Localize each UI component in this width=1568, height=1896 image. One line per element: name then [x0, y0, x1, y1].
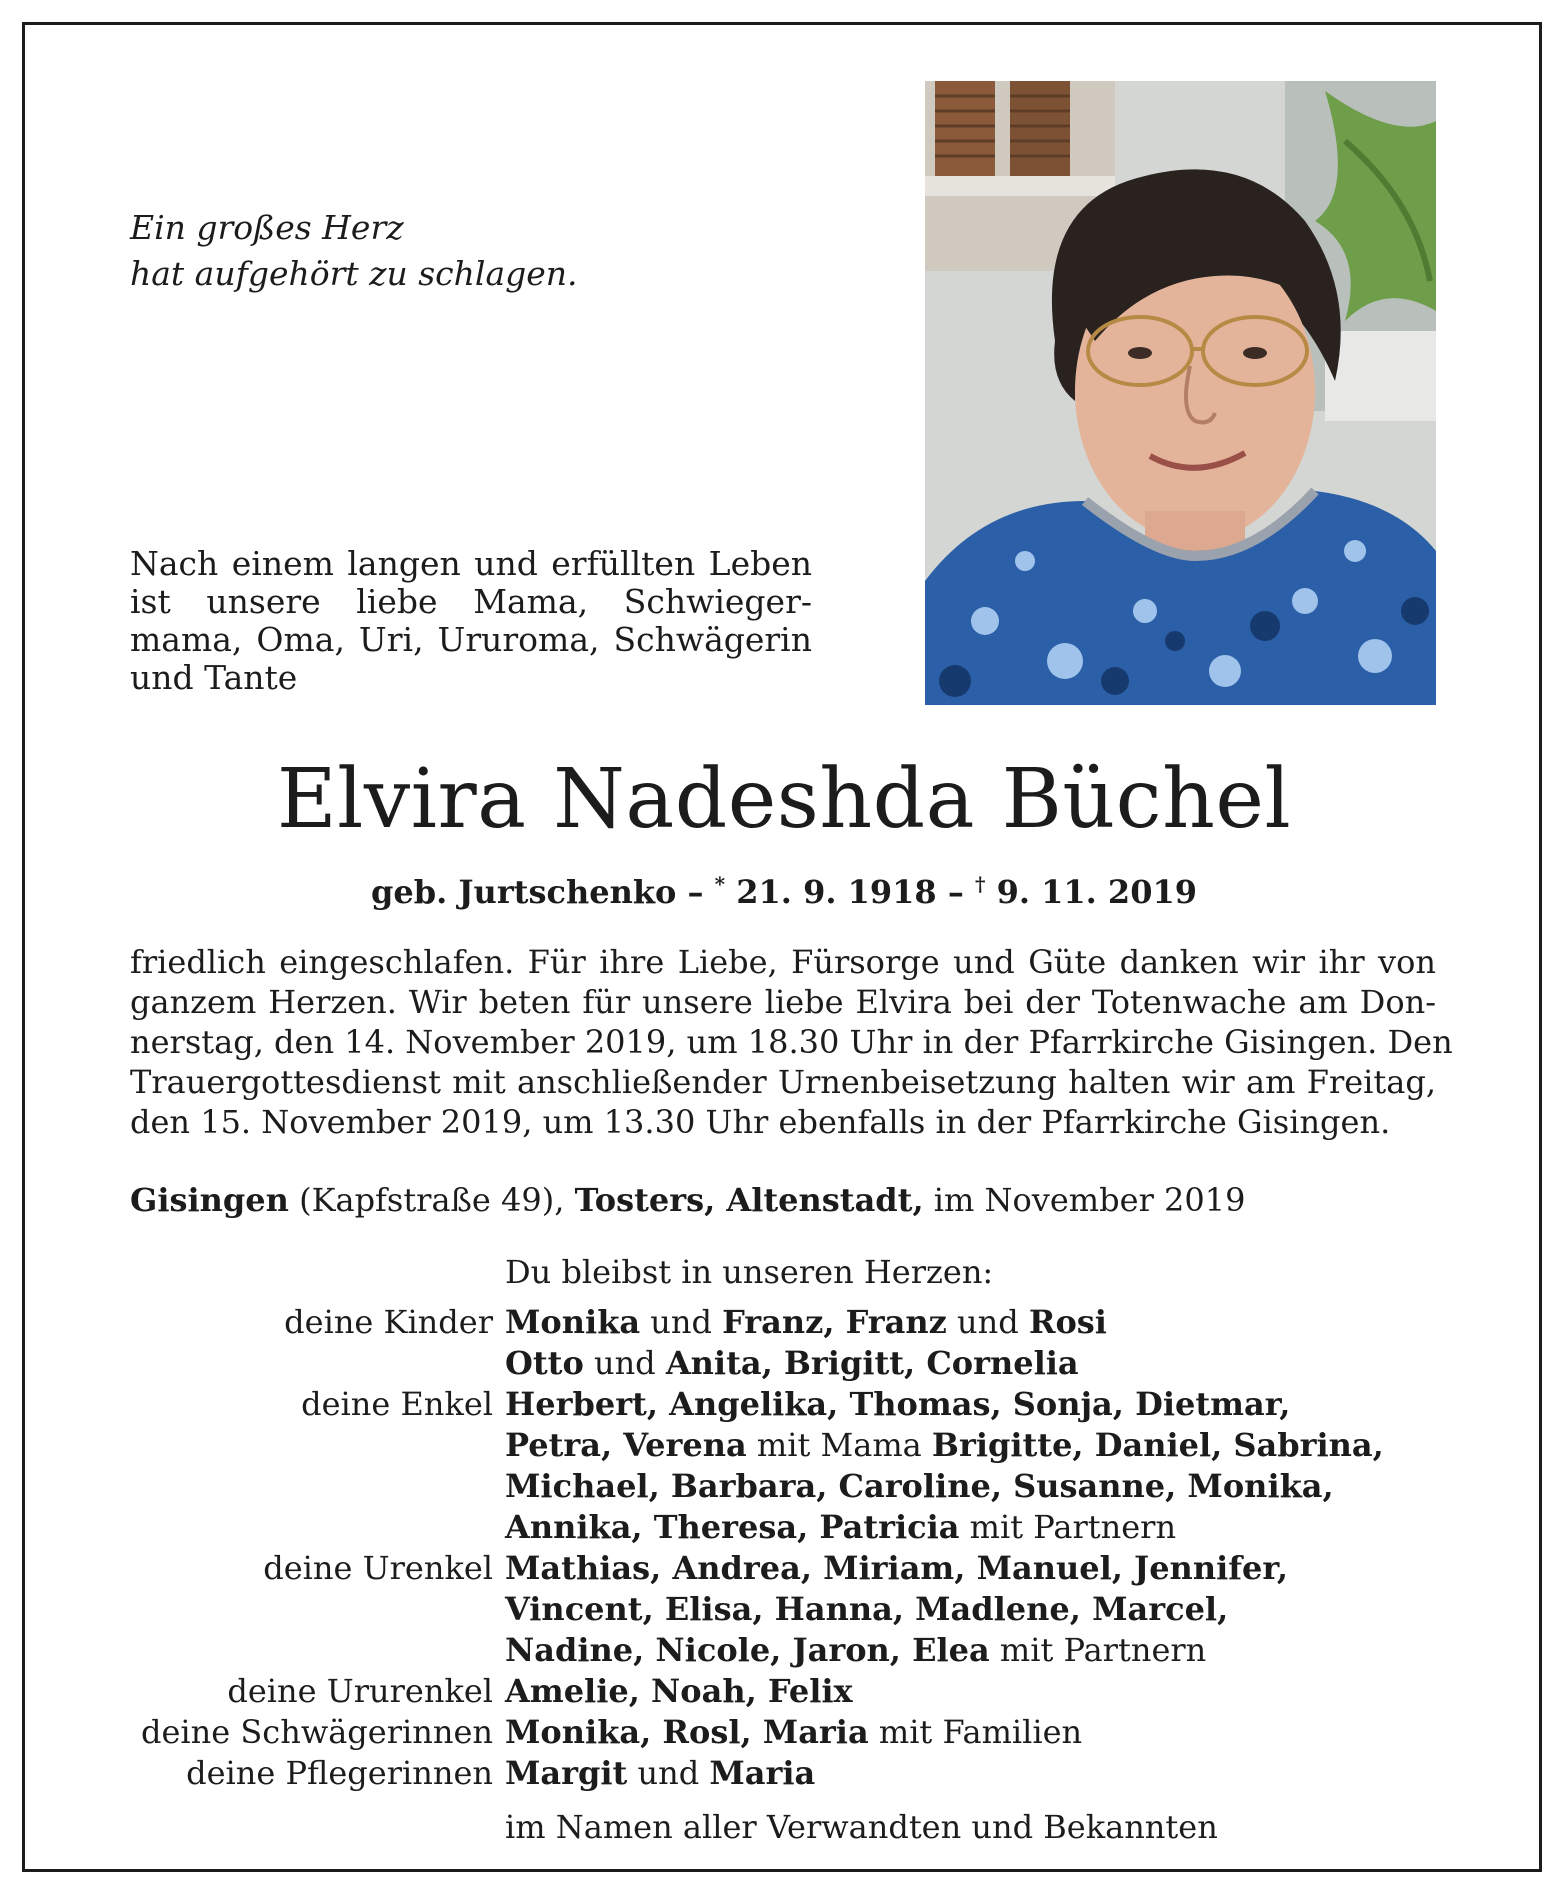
birth-symbol: *: [714, 872, 726, 896]
family-row: [0, 1467, 1540, 1508]
family-names: [505, 1508, 1176, 1546]
name-bold: Otto: [505, 1344, 584, 1382]
final-line: im Namen aller Verwandten und Bekannten: [505, 1808, 1218, 1846]
intro-text: [130, 545, 812, 697]
body-line: Trauergottesdienst mit anschließender Urnenbeisetzung halten wir am Freitag,: [130, 1063, 1436, 1101]
birth-date: 21. 9. 1918: [736, 873, 937, 911]
family-names: [505, 1631, 1206, 1669]
intro-line: und Tante: [130, 658, 298, 697]
motto-line: Ein großes Herz: [130, 208, 404, 247]
family-label: deine Ururenkel: [227, 1672, 493, 1710]
death-symbol: †: [974, 872, 986, 896]
family-row: [0, 1344, 1540, 1385]
death-date: 9. 11. 2019: [996, 873, 1197, 911]
name-bold: Petra, Verena: [505, 1426, 747, 1464]
name-bold: Monika, Rosl, Maria: [505, 1713, 869, 1751]
family-label: deine Enkel: [301, 1385, 493, 1423]
motto-line: hat aufgehört zu schlagen.: [130, 254, 578, 293]
family-row: [0, 1754, 1540, 1795]
family-names: [505, 1549, 1288, 1587]
name-connector: mit Mama: [746, 1426, 932, 1464]
name-bold: Monika: [505, 1303, 641, 1341]
name-bold: Brigitte, Daniel, Sabrina,: [931, 1426, 1384, 1464]
name-bold: Maria: [709, 1754, 816, 1792]
family-names: [505, 1672, 853, 1710]
place-date: im November 2019: [933, 1181, 1246, 1219]
name-bold: Franz, Franz: [722, 1303, 947, 1341]
place-others: Tosters, Altenstadt,: [574, 1181, 924, 1219]
name-bold: Herbert, Angelika, Thomas, Sonja, Dietmar,: [505, 1385, 1291, 1423]
name-bold: Vincent, Elisa, Hanna, Madlene, Marcel,: [505, 1590, 1229, 1628]
portrait-photo: [925, 81, 1436, 705]
family-names: [505, 1754, 815, 1792]
family-row: [0, 1385, 1540, 1426]
family-label: deine Pflegerinnen: [186, 1754, 493, 1792]
family-row: [0, 1508, 1540, 1549]
place-town: Gisingen: [130, 1181, 289, 1219]
body-line: ganzem Herzen. Wir beten für unsere liebe Elvira bei der Totenwache am Don-: [130, 983, 1436, 1021]
family-names: [505, 1344, 1079, 1382]
name-bold: Nadine, Nicole, Jaron, Elea: [505, 1631, 990, 1669]
family-row: [0, 1303, 1540, 1344]
family-label: deine Schwägerinnen: [140, 1713, 493, 1751]
name-bold: Rosi: [1028, 1303, 1107, 1341]
name-connector: mit Partnern: [959, 1508, 1177, 1546]
family-names: [505, 1590, 1228, 1628]
family-row: [0, 1713, 1540, 1754]
place-and-date: [130, 1180, 1245, 1220]
family-list: [0, 1303, 1540, 1795]
family-names: [505, 1467, 1334, 1505]
name-connector: mit Familien: [868, 1713, 1083, 1751]
family-label: deine Kinder: [284, 1303, 493, 1341]
closing-line: Du bleibst in unseren Herzen:: [505, 1253, 994, 1291]
family-names: [505, 1713, 1082, 1751]
motto: [130, 205, 578, 297]
family-row: [0, 1631, 1540, 1672]
place-address: (Kapfstraße 49),: [299, 1181, 565, 1219]
body-line: friedlich eingeschlafen. Für ihre Liebe, Fürsorge und Güte danken wir ihr von: [130, 943, 1436, 981]
family-label: deine Urenkel: [263, 1549, 493, 1587]
family-names: [505, 1303, 1107, 1341]
name-bold: Mathias, Andrea, Miriam, Manuel, Jennifer,: [505, 1549, 1289, 1587]
body-line: nerstag, den 14. November 2019, um 18.30 Uhr in der Pfarrkirche Gisingen. Den: [130, 1023, 1453, 1061]
deceased-name: Elvira Nadeshda Büchel: [276, 752, 1292, 847]
birth-death-dates: geb. Jurtschenko – * 21. 9. 1918 – † 9. 11. 2019: [371, 872, 1197, 911]
name-bold: Annika, Theresa, Patricia: [505, 1508, 960, 1546]
family-row: [0, 1590, 1540, 1631]
intro-line: ist unsere liebe Mama, Schwieger-: [130, 582, 812, 621]
intro-line: mama, Oma, Uri, Ururoma, Schwägerin: [130, 620, 812, 659]
name-bold: Amelie, Noah, Felix: [505, 1672, 853, 1710]
portrait-illustration: [925, 81, 1436, 705]
family-names: [505, 1385, 1290, 1423]
name-bold: Anita, Brigitt, Cornelia: [665, 1344, 1079, 1382]
name-connector: und: [640, 1303, 723, 1341]
name-connector: und: [946, 1303, 1029, 1341]
family-row: [0, 1672, 1540, 1713]
name-connector: und: [583, 1344, 666, 1382]
name-bold: Michael, Barbara, Caroline, Susanne, Monika,: [505, 1467, 1334, 1505]
family-names: [505, 1426, 1384, 1464]
family-row: [0, 1426, 1540, 1467]
intro-line: Nach einem langen und erfüllten Leben: [130, 544, 812, 583]
name-bold: Margit: [505, 1754, 628, 1792]
service-details: [130, 942, 1453, 1142]
family-row: [0, 1549, 1540, 1590]
maiden-name: geb. Jurtschenko: [371, 873, 677, 911]
name-connector: mit Partnern: [989, 1631, 1207, 1669]
name-connector: und: [627, 1754, 710, 1792]
body-line: den 15. November 2019, um 13.30 Uhr ebenfalls in der Pfarrkirche Gisingen.: [130, 1103, 1391, 1141]
